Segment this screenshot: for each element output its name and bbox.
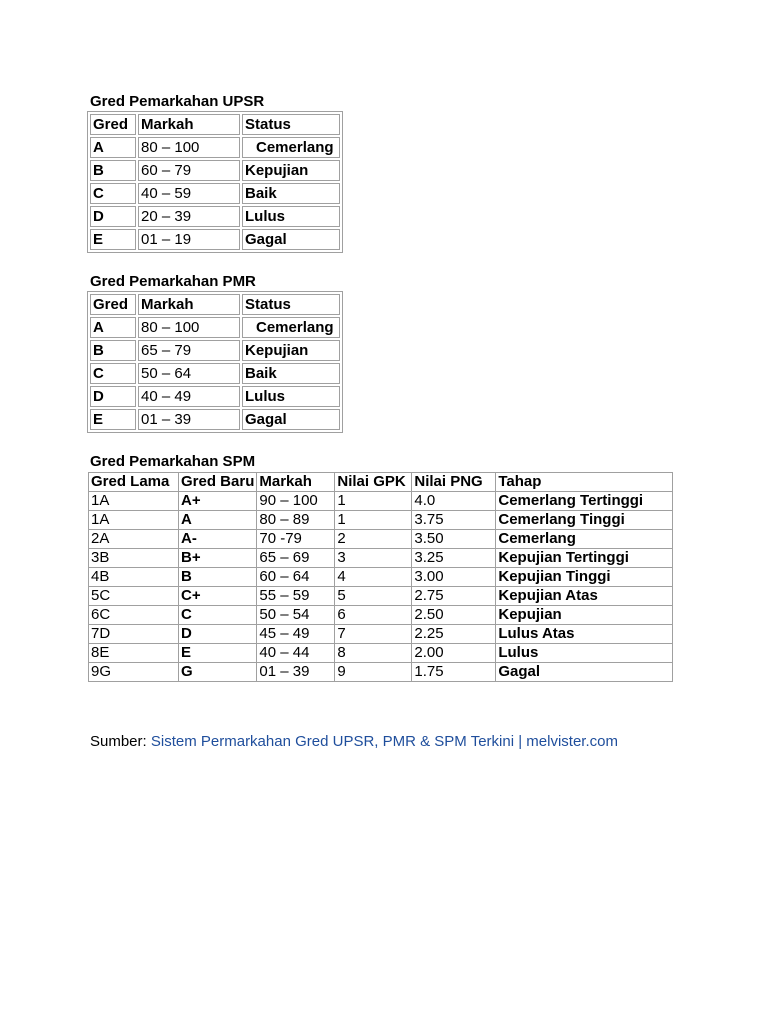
table-row — [89, 625, 673, 644]
cell-markah: 60 – 79 — [138, 160, 240, 181]
header-markah: Markah — [138, 294, 240, 315]
cell-status: Cemerlang — [242, 317, 340, 338]
source-link[interactable]: Sistem Permarkahan Gred UPSR, PMR & SPM Terkini | melvister.com — [150, 733, 618, 750]
cell-nilai-gpk: 1 — [335, 511, 412, 530]
cell-markah: 01 – 39 — [257, 663, 335, 682]
cell-nilai-png: 2.75 — [412, 587, 496, 606]
cell-markah: 70 -79 — [257, 530, 335, 549]
cell-markah: 80 – 100 — [138, 317, 240, 338]
header-gred-lama: Gred Lama — [89, 473, 179, 492]
header-status: Status — [242, 294, 340, 315]
cell-markah: 40 – 44 — [257, 644, 335, 663]
cell-gred-baru: G — [179, 663, 257, 682]
cell-tahap: Gagal — [496, 663, 673, 682]
cell-gred-lama: 3B — [89, 549, 179, 568]
cell-tahap: Kepujian — [496, 606, 673, 625]
pmr-title: Gred Pemarkahan PMR — [90, 273, 256, 290]
table-row — [89, 606, 673, 625]
cell-nilai-gpk: 5 — [335, 587, 412, 606]
header-tahap: Tahap — [496, 473, 673, 492]
table-row — [89, 663, 673, 682]
cell-status: Kepujian — [242, 340, 340, 361]
cell-tahap: Cemerlang Tertinggi — [496, 492, 673, 511]
cell-gred-baru: C — [179, 606, 257, 625]
table-row — [89, 492, 673, 511]
cell-tahap: Kepujian Atas — [496, 587, 673, 606]
cell-nilai-png: 2.00 — [412, 644, 496, 663]
header-gred-baru: Gred Baru — [179, 473, 257, 492]
cell-status: Lulus — [242, 386, 340, 407]
cell-gred-baru: A+ — [179, 492, 257, 511]
cell-gred: E — [90, 409, 136, 430]
cell-gred: A — [90, 137, 136, 158]
cell-gred-baru: B — [179, 568, 257, 587]
cell-gred: C — [90, 363, 136, 384]
cell-status: Cemerlang — [242, 137, 340, 158]
cell-nilai-png: 3.50 — [412, 530, 496, 549]
header-markah: Markah — [257, 473, 335, 492]
cell-gred-lama: 9G — [89, 663, 179, 682]
cell-gred-baru: D — [179, 625, 257, 644]
table-row — [90, 229, 340, 250]
source-line — [90, 733, 618, 751]
spm-table — [88, 472, 673, 682]
cell-gred-baru: A- — [179, 530, 257, 549]
table-row — [90, 137, 340, 158]
cell-gred: C — [90, 183, 136, 204]
cell-gred-lama: 2A — [89, 530, 179, 549]
cell-gred-lama: 1A — [89, 492, 179, 511]
cell-status: Gagal — [242, 229, 340, 250]
header-markah: Markah — [138, 114, 240, 135]
cell-nilai-gpk: 2 — [335, 530, 412, 549]
cell-markah: 65 – 69 — [257, 549, 335, 568]
cell-markah: 55 – 59 — [257, 587, 335, 606]
cell-nilai-gpk: 4 — [335, 568, 412, 587]
upsr-title: Gred Pemarkahan UPSR — [90, 93, 265, 110]
cell-markah: 50 – 54 — [257, 606, 335, 625]
cell-markah: 50 – 64 — [138, 363, 240, 384]
cell-markah: 45 – 49 — [257, 625, 335, 644]
cell-tahap: Lulus Atas — [496, 625, 673, 644]
cell-nilai-png: 3.75 — [412, 511, 496, 530]
source-label: Sumber: — [90, 733, 147, 750]
cell-gred-baru: A — [179, 511, 257, 530]
header-gred: Gred — [90, 114, 136, 135]
table-row — [90, 409, 340, 430]
table-row — [89, 549, 673, 568]
table-row — [90, 183, 340, 204]
table-row — [90, 363, 340, 384]
cell-nilai-png: 1.75 — [412, 663, 496, 682]
cell-gred-baru: B+ — [179, 549, 257, 568]
cell-nilai-png: 4.0 — [412, 492, 496, 511]
cell-markah: 80 – 89 — [257, 511, 335, 530]
cell-markah: 20 – 39 — [138, 206, 240, 227]
cell-nilai-gpk: 6 — [335, 606, 412, 625]
cell-nilai-gpk: 1 — [335, 492, 412, 511]
cell-markah: 01 – 39 — [138, 409, 240, 430]
table-row — [90, 386, 340, 407]
cell-gred: D — [90, 206, 136, 227]
cell-markah: 40 – 49 — [138, 386, 240, 407]
cell-status: Gagal — [242, 409, 340, 430]
cell-status: Lulus — [242, 206, 340, 227]
table-header-row — [90, 294, 340, 315]
cell-nilai-png: 2.50 — [412, 606, 496, 625]
cell-nilai-png: 2.25 — [412, 625, 496, 644]
cell-tahap: Lulus — [496, 644, 673, 663]
cell-tahap: Cemerlang Tinggi — [496, 511, 673, 530]
cell-markah: 40 – 59 — [138, 183, 240, 204]
cell-markah: 01 – 19 — [138, 229, 240, 250]
table-row — [89, 644, 673, 663]
cell-gred: E — [90, 229, 136, 250]
cell-nilai-png: 3.25 — [412, 549, 496, 568]
cell-gred-baru: E — [179, 644, 257, 663]
cell-gred-lama: 8E — [89, 644, 179, 663]
header-nilai-png: Nilai PNG — [412, 473, 496, 492]
cell-status: Kepujian — [242, 160, 340, 181]
upsr-table — [87, 111, 343, 253]
cell-markah: 65 – 79 — [138, 340, 240, 361]
header-gred: Gred — [90, 294, 136, 315]
cell-gred-baru: C+ — [179, 587, 257, 606]
table-row — [90, 206, 340, 227]
cell-nilai-gpk: 9 — [335, 663, 412, 682]
table-row — [89, 587, 673, 606]
cell-tahap: Cemerlang — [496, 530, 673, 549]
table-header-row — [89, 473, 673, 492]
cell-gred-lama: 6C — [89, 606, 179, 625]
pmr-table — [87, 291, 343, 433]
cell-gred-lama: 5C — [89, 587, 179, 606]
table-row — [90, 340, 340, 361]
cell-gred: B — [90, 160, 136, 181]
cell-markah: 80 – 100 — [138, 137, 240, 158]
cell-gred: A — [90, 317, 136, 338]
cell-tahap: Kepujian Tinggi — [496, 568, 673, 587]
cell-nilai-gpk: 7 — [335, 625, 412, 644]
spm-body — [89, 492, 673, 682]
spm-title: Gred Pemarkahan SPM — [90, 453, 256, 470]
header-status: Status — [242, 114, 340, 135]
cell-gred: B — [90, 340, 136, 361]
table-header-row — [90, 114, 340, 135]
cell-status: Baik — [242, 183, 340, 204]
table-row — [89, 511, 673, 530]
cell-nilai-gpk: 8 — [335, 644, 412, 663]
header-nilai-gpk: Nilai GPK — [335, 473, 412, 492]
cell-nilai-gpk: 3 — [335, 549, 412, 568]
table-row — [90, 160, 340, 181]
table-row — [89, 530, 673, 549]
cell-markah: 90 – 100 — [257, 492, 335, 511]
table-row — [89, 568, 673, 587]
cell-status: Baik — [242, 363, 340, 384]
cell-markah: 60 – 64 — [257, 568, 335, 587]
cell-nilai-png: 3.00 — [412, 568, 496, 587]
table-row — [90, 317, 340, 338]
cell-gred-lama: 4B — [89, 568, 179, 587]
cell-tahap: Kepujian Tertinggi — [496, 549, 673, 568]
cell-gred-lama: 1A — [89, 511, 179, 530]
cell-gred: D — [90, 386, 136, 407]
cell-gred-lama: 7D — [89, 625, 179, 644]
